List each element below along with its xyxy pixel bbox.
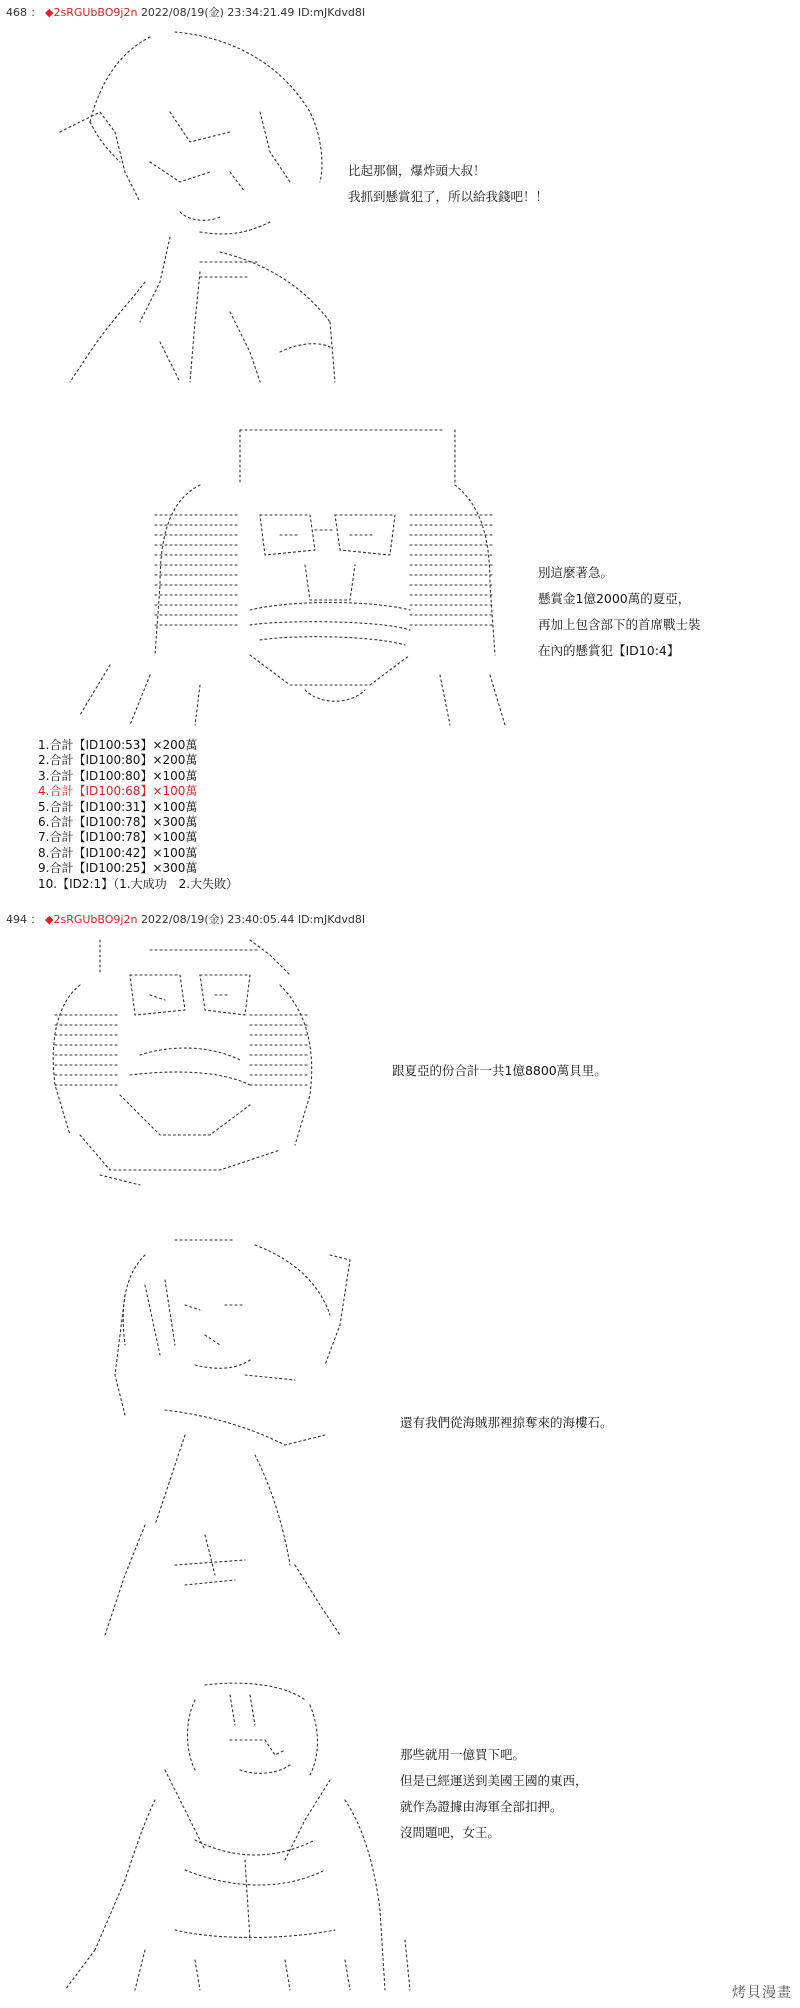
dialog-line: 但是已經運送到美國王國的東西， [400, 1773, 588, 1788]
dialog-468-a [348, 158, 548, 210]
dialog-line: 跟夏亞的份合計一共1億8800萬貝里。 [392, 1063, 607, 1078]
list-item: 5.合計【ID100:31】×100萬 [38, 799, 198, 814]
poster-trip-link[interactable]: ◆2sRGUbBO9j2n [45, 6, 138, 19]
post-datetime: 2022/08/19(金) 23:40:05.44 [140, 913, 295, 926]
site-watermark: 烤貝漫畫 [732, 1985, 792, 2001]
list-item: 6.合計【ID100:78】×300萬 [38, 815, 198, 830]
post-separator: ： [30, 6, 42, 19]
list-item: 7.合計【ID100:78】×100萬 [38, 830, 198, 845]
dialog-line: 比起那個，爆炸頭大叔！ [348, 163, 486, 178]
post-header-494 [6, 911, 365, 927]
poster-trip-link[interactable]: ◆2sRGUbBO9j2n [45, 913, 138, 926]
list-item-highlighted: 4.合計【ID100:68】×100萬 [38, 784, 198, 799]
post-separator: ： [30, 913, 42, 926]
dialog-line: 還有我們從海賊那裡掠奪來的海樓石。 [400, 1415, 613, 1430]
dialog-line: 別這麼著急。 [538, 565, 614, 580]
dialog-line: 再加上包含部下的首席戰士裝 [538, 617, 701, 632]
poster-id: ID:mJKdvd8I [297, 913, 366, 926]
list-item: 8.合計【ID100:42】×100萬 [38, 845, 198, 860]
list-item: 2.合計【ID100:80】×200萬 [38, 753, 198, 768]
list-item: 1.合計【ID100:53】×200萬 [38, 738, 198, 752]
ascii-art-bearded-man [50, 425, 520, 730]
post-header-468 [6, 4, 365, 20]
dialog-468-b [538, 560, 701, 664]
ascii-art-bearded-man-closeup [40, 935, 330, 1190]
ascii-art-woman [85, 1235, 360, 1645]
dialog-line: 那些就用一億買下吧。 [400, 1747, 526, 1762]
dialog-line: 懸賞金1億2000萬的夏亞， [538, 591, 691, 606]
dialog-494-a [392, 1058, 607, 1084]
list-item: 10.【ID2:1】（1.大成功 2.大失敗） [38, 876, 239, 891]
dialog-494-b [400, 1410, 613, 1436]
roll-result-list [38, 738, 238, 892]
dialog-494-c [400, 1742, 588, 1846]
ascii-art-boy [30, 22, 350, 392]
list-item: 9.合計【ID100:25】×300萬 [38, 861, 198, 876]
post-datetime: 2022/08/19(金) 23:34:21.49 [140, 6, 295, 19]
post-number: 468 [6, 6, 27, 19]
post-number: 494 [6, 913, 27, 926]
poster-id: ID:mJKdvd8I [297, 6, 366, 19]
dialog-line: 就作為證據由海軍全部扣押。 [400, 1799, 563, 1814]
dialog-line: 在內的懸賞犯【ID10:4】 [538, 643, 680, 658]
list-item: 3.合計【ID100:80】×100萬 [38, 768, 198, 783]
ascii-art-character-crossed-arms [45, 1680, 430, 2000]
dialog-line: 我抓到懸賞犯了，所以給我錢吧！！ [348, 189, 549, 204]
dialog-line: 沒問題吧，女王。 [400, 1825, 501, 1840]
